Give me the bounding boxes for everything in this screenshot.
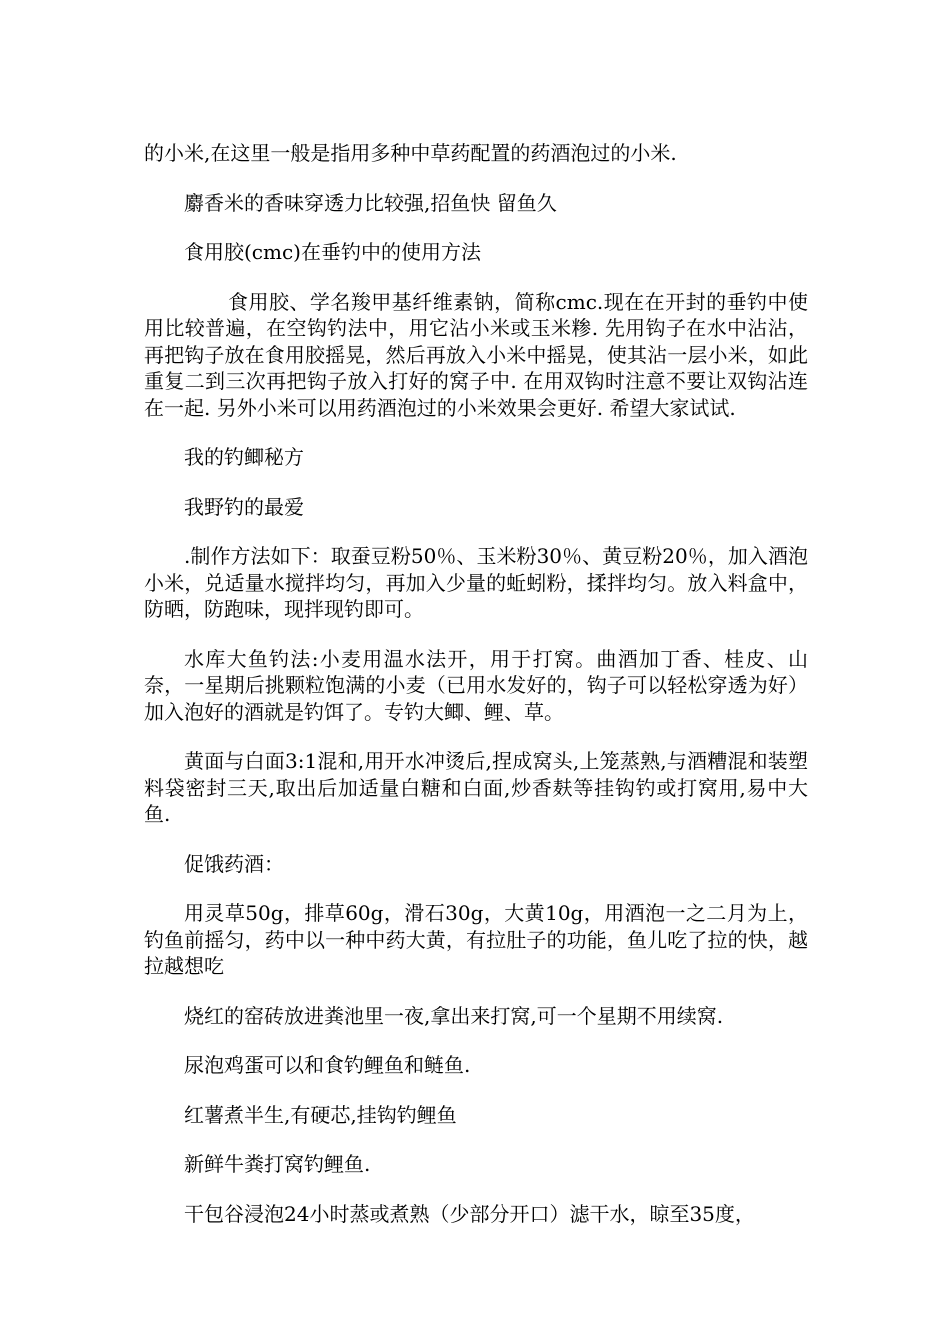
paragraph-corn: 干包谷浸泡24小时蒸或煮熟（少部分开口）滤干水，晾至35度， xyxy=(184,1201,755,1226)
document-page xyxy=(144,140,808,1250)
paragraph-musk-millet: 麝香米的香味穿透力比较强,招鱼快 留鱼久 xyxy=(184,190,557,215)
paragraph-herbal-wine: 用灵草50g，排草60g，滑石30g，大黄10g，用酒泡一之二月为上，钓鱼前摇匀，药中以一种中药大黄，有拉肚子的功能，鱼儿吃了拉的快，越拉越想吃 xyxy=(144,901,808,978)
paragraph-flour-mix: 黄面与白面3:1混和,用开水冲烫后,捏成窝头,上笼蒸熟,与酒糟混和装塑料袋密封三天,取出后加适量白糖和白面,炒香麸等挂钩钓或打窝用,易中大鱼. xyxy=(144,749,808,826)
paragraph-cmc-usage: 食用胶、学名羧甲基纤维素钠，简称cmc.现在在开封的垂钓中使用比较普遍，在空钩钓法中，用它沾小米或玉米糁. 先用钩子在水中沾沾，再把钩子放在食用胶摇晃，然后再放入小米中摇晃，使其沾一层小米，如此重复二到三次再把钩子放入打好的窝子中. 在用双钩时注意不要让双钩沾连在一起. 另外小米可以用药酒泡过的小米效果会更好. 希望大家试试. xyxy=(144,289,808,420)
paragraph-cow-dung: 新鲜牛粪打窝钓鲤鱼. xyxy=(184,1152,371,1176)
paragraph-favorite: 我野钓的最爱 xyxy=(184,494,304,519)
paragraph-egg: 尿泡鸡蛋可以和食钓鲤鱼和鲢鱼. xyxy=(184,1053,471,1077)
section-heading-hunger-wine: 促饿药酒： xyxy=(184,851,284,876)
paragraph-millet-continuation: 的小米,在这里一般是指用多种中草药配置的药酒泡过的小米. xyxy=(144,141,677,165)
paragraph-red-brick: 烧红的窑砖放进粪池里一夜,拿出来打窝,可一个星期不用续窝. xyxy=(184,1003,724,1028)
section-heading-crucian-recipe: 我的钓鲫秘方 xyxy=(184,445,304,469)
paragraph-bait-recipe: .制作方法如下：取蚕豆粉50％、玉米粉30％、黄豆粉20％，加入酒泡小米，兑适量水搅拌均匀，再加入少量的蚯蚓粉，揉拌均匀。放入料盒中，防晒，防跑味，现拌现钓即可。 xyxy=(144,544,808,621)
section-heading-cmc: 食用胶(cmc)在垂钓中的使用方法 xyxy=(184,240,481,264)
paragraph-reservoir-method: 水库大鱼钓法:小麦用温水法开，用于打窝。曲酒加丁香、桂皮、山奈，一星期后挑颗粒饱满的小麦（已用水发好的，钩子可以轻松穿透为好）加入泡好的酒就是钓饵了。专钓大鲫、鲤、草。 xyxy=(144,646,808,724)
paragraph-sweet-potato: 红薯煮半生,有硬芯,挂钩钓鲤鱼 xyxy=(184,1102,457,1127)
